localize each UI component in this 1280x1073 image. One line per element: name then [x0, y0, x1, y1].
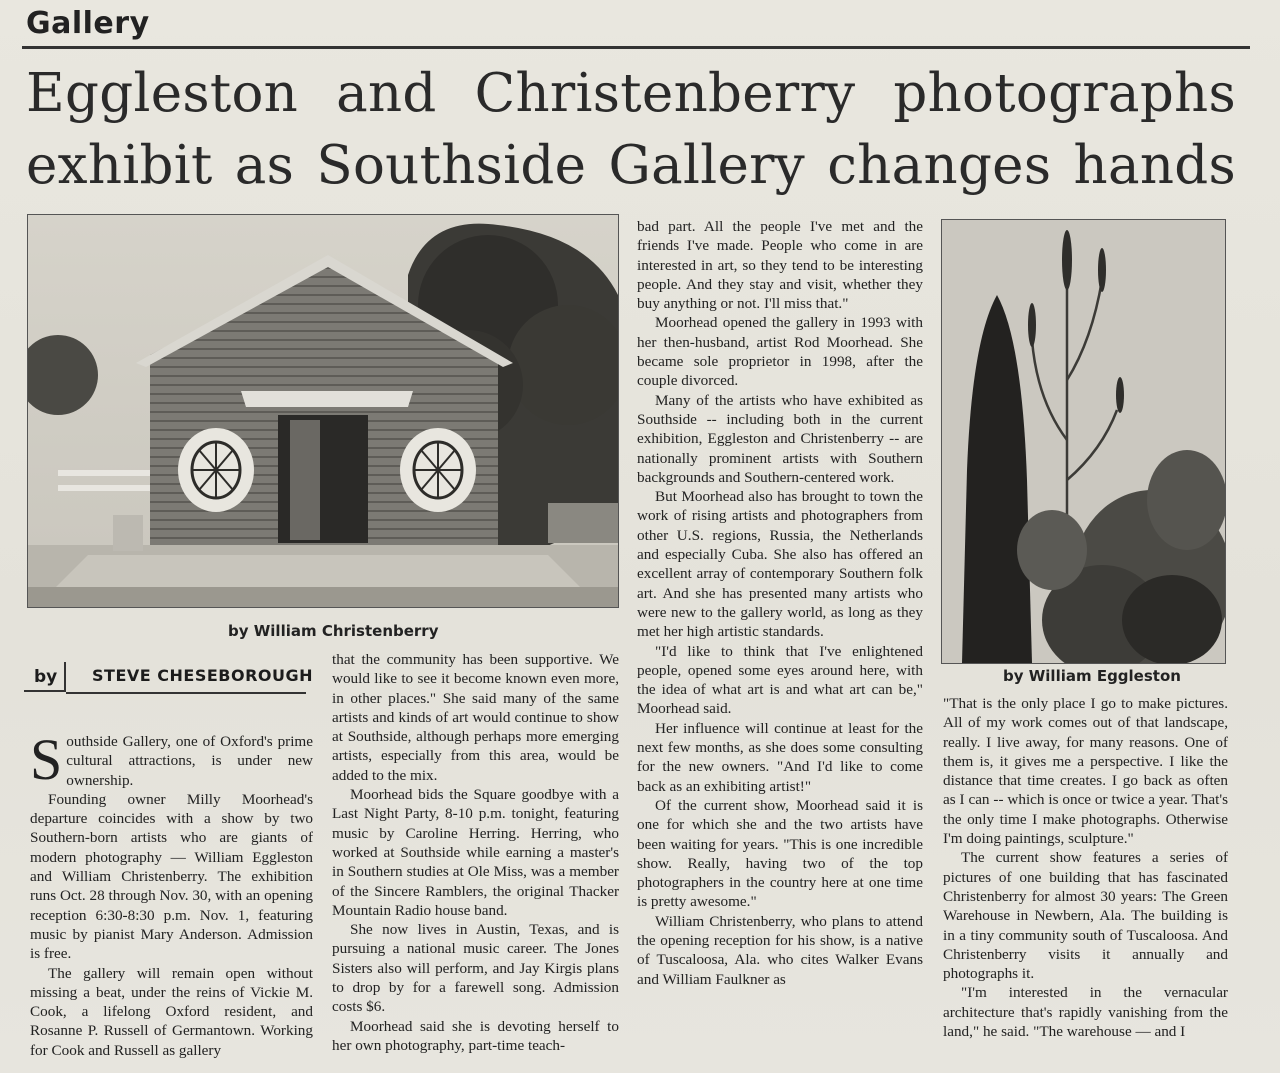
section-rule — [22, 46, 1250, 49]
paragraph: Founding owner Milly Moorhead's departure coincides with a show by two Southern-born artists who are giants of modern photography — William Eggleston and William Christenberry. The exhibition runs Oct. 28 through Nov. 30, with an opening reception 6:30-8:30 p.m. Nov. 1, featuring music by pianist Mary Anderson. Admission is free. — [30, 790, 313, 963]
paragraph: But Moorhead also has brought to town the work of rising artists and photographers from other U.S. regions, Russia, the Netherlands and especially Cuba. She also has offered an excellent array of contemporary Southern folk art. And she has presented many artists who were new to the gallery world, as long as they met her high artistic standards. — [637, 488, 923, 641]
paragraph: Moorhead said she is devoting herself to her own photography, part-time teach- — [332, 1017, 619, 1054]
paragraph: Many of the artists who have exhibited as Southside -- including both in the current exhibition, Eggleston and Christenberry -- are nationally prominent artists with Southern backgrounds and Southern-centered work. — [637, 391, 923, 486]
paragraph: that the community has been supportive. We would like to see it become known even more, in other places." She said many of the same artists and kinds of art would continue to show at Southside, although perhaps more emerging artists, especially from this area, would be added to the mix. — [332, 651, 619, 784]
photo-caption: by William Eggleston — [1003, 667, 1181, 685]
headline: Eggleston and Christenberry photographs exhibit as Southside Gallery changes hands — [26, 63, 1236, 196]
paragraph: "That is the only place I go to make pictures. All of my work comes out of that landscape, really. I live away, for many reasons. One of them is, it gives me a perspective. I like the distance that time creates. I go back as often as I can -- which is once or twice a year. That's the only time I make photographs. Otherwise I'm doing paintings, sculpture." — [943, 695, 1228, 848]
drop-cap: S — [30, 732, 63, 792]
photo-caption: by William Christenberry — [228, 622, 439, 640]
article-column-3 — [637, 217, 923, 1073]
byline-rule — [66, 692, 306, 694]
paragraph: Moorhead bids the Square goodbye with a Last Night Party, 8-10 p.m. tonight, featuring music by Caroline Herring. Herring, who worked at Southside while earning a master's in Southern studies at Ole Miss, was a member of the Sincere Ramblers, the original Thacker Mountain Radio house band. — [332, 786, 619, 919]
paragraph: The current show features a series of pictures of one building that has fascinated Christenberry for almost 30 years: The Green Warehouse in Newbern, Ala. The building is in a tiny community south of Tuscaloosa. And Christenberry visits it annually and photographs it. — [943, 849, 1228, 983]
paragraph: Moorhead opened the gallery in 1993 with her then-husband, artist Rod Moorhead. She became sole proprietor in 1998, after the couple divorced. — [637, 314, 923, 390]
article-column-2 — [332, 650, 619, 1073]
article-column-4 — [943, 694, 1228, 1073]
paragraph: "I'd like to think that I've enlightened people, opened some eyes around here, with the idea of what art is and what art can be," Moorhead said. — [637, 642, 923, 718]
byline-label: by — [24, 662, 66, 692]
paragraph: Southside Gallery, one of Oxford's prime cultural attractions, is under new ownership. — [30, 732, 313, 792]
green-warehouse-photo — [27, 214, 619, 608]
paragraph: Her influence will continue at least for the next few months, as she does some consulting for the new owners. "And I'd like to come back as an exhibiting artist!" — [637, 719, 923, 795]
paragraph: Of the current show, Moorhead said it is one for which she and the two artists have been waiting for years. "This is one incredible show. Really, having two of the top photographers in the country here at one time is pretty awesome." — [637, 796, 923, 911]
paragraph: "I'm interested in the vernacular architecture that's rapidly vanishing from the land," he said. "The warehouse — and I — [943, 984, 1228, 1041]
article-column-1 — [30, 732, 313, 1073]
plant-photo — [941, 219, 1226, 664]
section-label: Gallery — [26, 6, 150, 41]
paragraph: William Christenberry, who plans to attend the opening reception for his show, is a native of Tuscaloosa, Ala. who cites Walker Evans and William Faulkner as — [637, 912, 923, 988]
author-name: STEVE CHESEBOROUGH — [92, 666, 313, 685]
paragraph: bad part. All the people I've met and the friends I've made. People who come in are interested in art, so they tend to be interesting people. And they stay and visit, whether they buy anything or not. I'll miss that." — [637, 218, 923, 313]
paragraph: She now lives in Austin, Texas, and is pursuing a national music career. The Jones Sisters also will perform, and Jay Kirgis plans to drop by for a farewell song. Admission costs $6. — [332, 921, 619, 1016]
paragraph: The gallery will remain open without missing a beat, under the reins of Vickie M. Cook, a lifelong Oxford resident, and Rosanne P. Russell of Germantown. Working for Cook and Russell as gallery — [30, 964, 313, 1059]
